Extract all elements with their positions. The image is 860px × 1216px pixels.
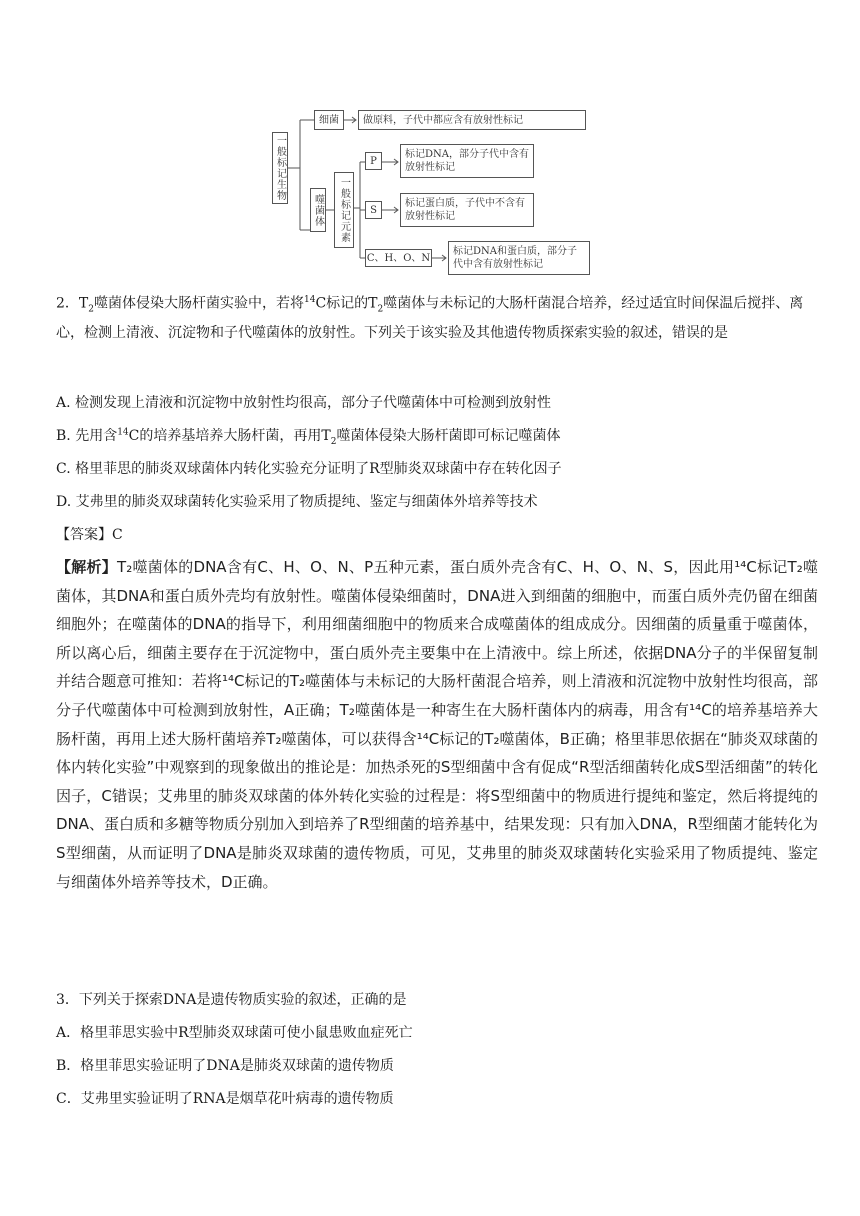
question-2-answer: 【答案】C <box>56 527 123 543</box>
diagram-elements-box: 一般标记元素 <box>334 172 354 248</box>
question-2-option-c: C. 格里菲思的肺炎双球菌体内转化实验充分证明了R型肺炎双球菌中存在转化因子 <box>56 461 562 477</box>
diagram-root-box: 一般标记生物 <box>272 132 288 204</box>
question-2-option-b: B. 先用含$^{14}$C的培养基培养大肠杆菌，再用$T_2$噬菌体侵染大肠杆菌即可标记噬菌体 <box>56 427 561 447</box>
question-2-stem: 2．$T_2$噬菌体侵染大肠杆菌实验中，若将$^{14}$C标记的$T_2$噬菌体与未标记的大肠杆菌混合培养，经过适宜时间保温后搅拌、离心，检测上清液、沉淀物和子代噬菌体的放射性。下列关于该实验及其他遗传物质探索实验的叙述，错误的是 <box>56 295 804 342</box>
analysis-text: T₂噬菌体的DNA含有C、H、O、N、P五种元素，蛋白质外壳含有C、H、O、N、S，因此用¹⁴C标记T₂噬菌体，其DNA和蛋白质外壳均有放射性。噬菌体侵染细菌时，DNA进入到细菌的细胞中，而蛋白质外壳仍留在细菌细胞外；在噬菌体的DNA的指导下，利用细菌细胞中的物质来合成噬菌体的组成成分。因细菌的质量重于噬菌体，所以离心后，细菌主要存在于沉淀物中，蛋白质外壳主要集中在上清液中。综上所述，依据DNA分子的半保留复制并结合题意可推知：若将¹⁴C标记的T₂噬菌体与未标记的大肠杆菌混合培养，则上清液和沉淀物中放射性均很高，部分子代噬菌体中可检测到放射性，A正确；T₂噬菌体是一种寄生在大肠杆菌体内的病毒，用含有¹⁴C的培养基培养大肠杆菌，再用上述大肠杆菌培养T₂噬菌体，可以获得含¹⁴C标记的T₂噬菌体，B正确；格里菲思依据在“肺炎双球菌的体内转化实验”中观察到的现象做出的推论是：加热杀死的S型细菌中含有促成“R型活细菌转化成S型活细菌”的转化因子，C错误；艾弗里的肺炎双球菌的体外转化实验的过程是：将S型细菌中的物质进行提纯和鉴定，然后将提纯的DNA、蛋白质和多糖等物质分别加入到培养了R型细菌的培养基中，结果发现：只有加入DNA，R型细菌才能转化为S型细菌，从而证明了DNA是肺炎双球菌的遗传物质，可见，艾弗里的肺炎双球菌转化实验采用了物质提纯、鉴定与细菌体外培养等技术，D正确。 <box>56 558 818 891</box>
question-3-option-a: A．格里菲思实验中R型肺炎双球菌可使小鼠患败血症死亡 <box>56 1025 413 1041</box>
diagram-s-leaf: 标记蛋白质，子代中不含有放射性标记 <box>400 193 534 227</box>
diagram-p-leaf: 标记DNA，部分子代中含有放射性标记 <box>400 144 534 178</box>
diagram-p-box: P <box>365 152 382 170</box>
diagram-bacteria-leaf: 做原料，子代中都应含有放射性标记 <box>358 110 586 130</box>
diagram-chon-leaf: 标记DNA和蛋白质，部分子代中含有放射性标记 <box>448 241 590 275</box>
question-2-option-d: D. 艾弗里的肺炎双球菌转化实验采用了物质提纯、鉴定与细菌体外培养等技术 <box>56 494 538 510</box>
diagram-s-box: S <box>365 201 382 219</box>
question-3-option-b: B．格里菲思实验证明了DNA是肺炎双球菌的遗传物质 <box>56 1058 394 1074</box>
marking-diagram <box>270 104 592 276</box>
analysis-tag: 【解析】 <box>56 558 118 576</box>
question-2-analysis <box>56 553 818 896</box>
question-3-stem: 3．下列关于探索DNA是遗传物质实验的叙述，正确的是 <box>56 992 407 1008</box>
diagram-bacteria-box: 细菌 <box>314 110 344 130</box>
question-2-option-a: A. 检测发现上清液和沉淀物中放射性均很高，部分子代噬菌体中可检测到放射性 <box>56 395 552 411</box>
diagram-phage-box: 噬菌体 <box>310 188 326 232</box>
diagram-chon-box: C、H、O、N <box>365 249 432 267</box>
question-3-option-c: C．艾弗里实验证明了RNA是烟草花叶病毒的遗传物质 <box>56 1091 394 1107</box>
